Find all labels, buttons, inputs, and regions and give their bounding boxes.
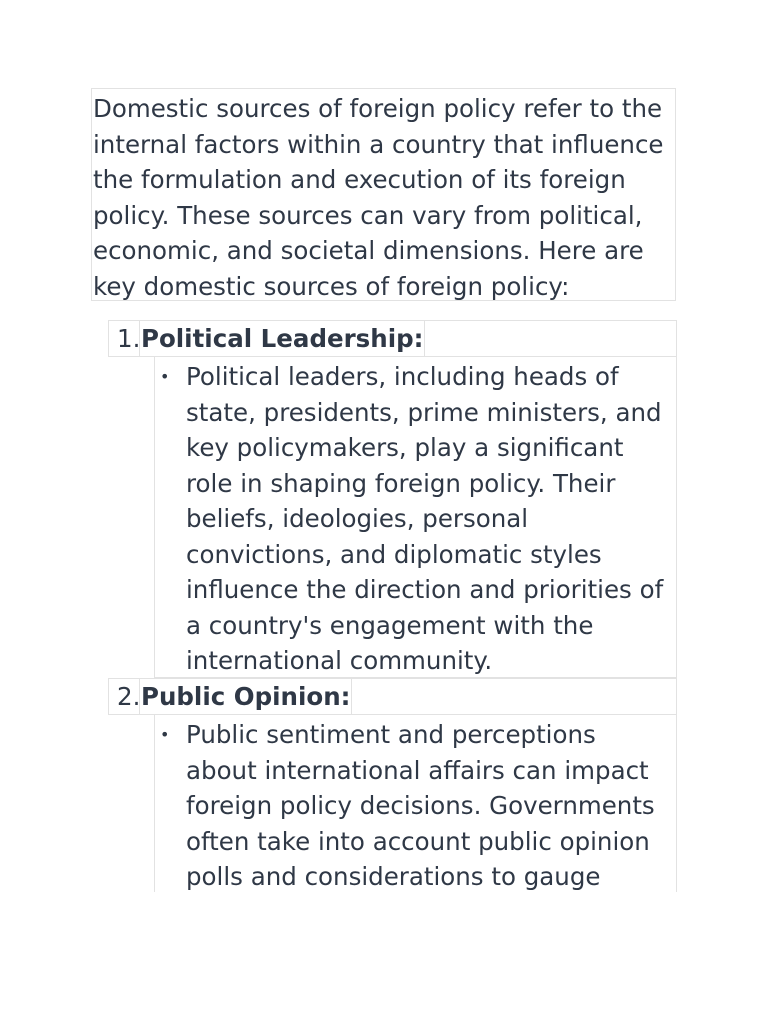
sub-list-item-text (186, 359, 663, 679)
list-item-political-leadership (108, 320, 677, 357)
intro-line: key domestic sources of foreign policy: (93, 271, 570, 301)
list-item-public-opinion (108, 678, 677, 715)
list-item-title: Political Leadership: (139, 320, 425, 357)
intro-line: policy. These sources can vary from political, (93, 200, 643, 230)
intro-line: economic, and societal dimensions. Here are (93, 236, 644, 265)
text-line: state, presidents, prime ministers, and (186, 397, 662, 427)
intro-line: internal factors within a country that influence (93, 129, 664, 159)
text-line: international community. (186, 646, 493, 675)
text-line: often take into account public opinion (186, 826, 650, 856)
text-line: role in shaping foreign policy. Their (186, 468, 616, 498)
list-item-title: Public Opinion: (139, 678, 352, 715)
intro-line: the formulation and execution of its foreign (93, 165, 626, 194)
sub-list-item-text (186, 717, 655, 892)
list-item-number: 1. (117, 324, 141, 353)
text-line: a country's engagement with the (186, 610, 594, 640)
text-line: Public sentiment and perceptions (186, 720, 596, 749)
text-line: influence the direction and priorities of (186, 575, 664, 604)
text-line: Political leaders, including heads of (186, 362, 619, 391)
bullet-icon: • (160, 367, 170, 386)
text-line: about international affairs can impact (186, 755, 649, 785)
list-item-number: 2. (117, 682, 141, 711)
text-line: foreign policy decisions. Governments (186, 791, 655, 820)
text-line: convictions, and diplomatic styles (186, 539, 602, 569)
sub-list-political-leadership (154, 357, 677, 678)
text-line: polls and considerations to gauge (186, 862, 601, 891)
text-line: beliefs, ideologies, personal (186, 504, 529, 533)
bullet-icon: • (160, 725, 170, 744)
sub-list-public-opinion (154, 715, 677, 892)
text-line: key policymakers, play a significant (186, 433, 624, 462)
intro-line: Domestic sources of foreign policy refer to the (93, 94, 663, 123)
